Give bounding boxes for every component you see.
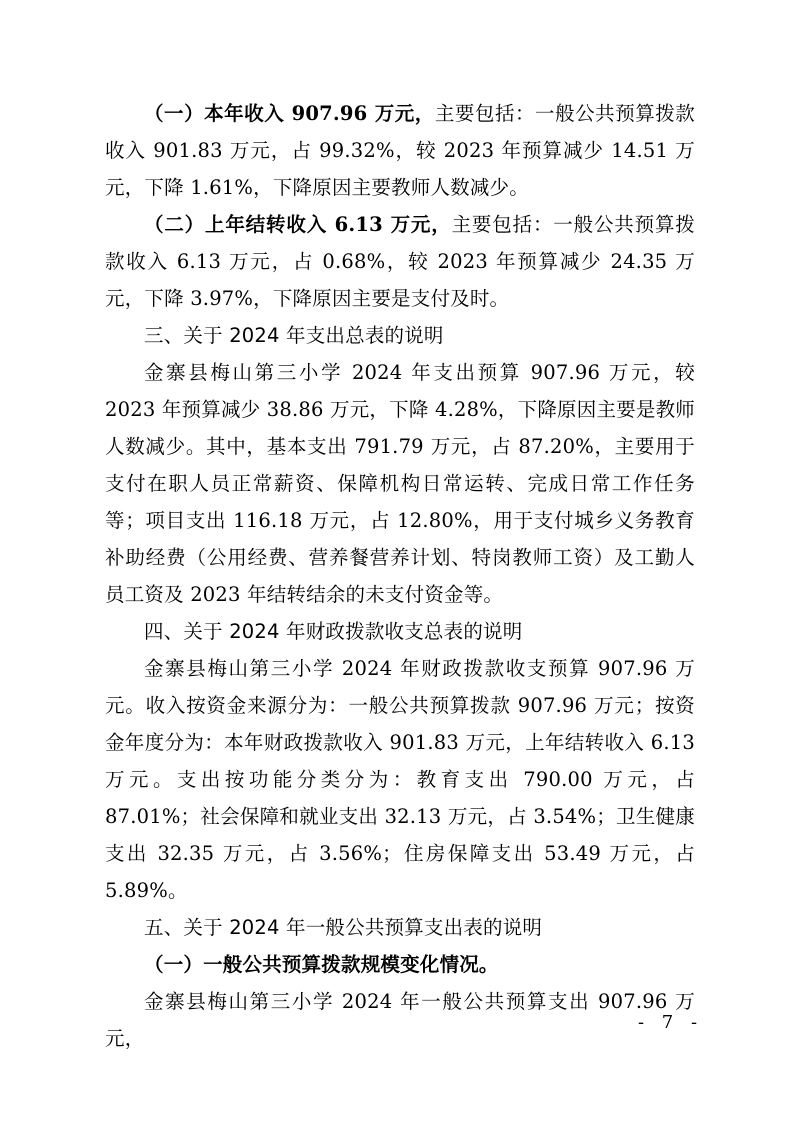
paragraph-fiscal-appropriation: 金寨县梅山第三小学 2024 年财政拨款收支预算 907.96 万元。收入按资金来源分为：一般公共预算拨款 907.96 万元；按资金年度分为：本年财政拨款收入 901.83 万元，上年结转收入 6.13 万元。支出按功能分类分为：教育支出 790.00 万元，占 87.01%；社会保障和就业支出 32.13 万元，占 3.54%；卫生健康支出 32.35 万元，占 3.56%；住房保障支出 53.49 万元，占 5.89%。 <box>105 657 695 902</box>
paragraph-lead: （一）本年收入 907.96 万元， <box>144 102 435 125</box>
paragraph-lead: （二）上年结转收入 6.13 万元， <box>144 213 452 236</box>
paragraph-text: 主要包括：一般公共预算拨款收入 6.13 万元，占 0.68%，较 2023 年预算减少 24.35 万元，下降 3.97%，下降原因主要是支付及时。 <box>105 213 695 310</box>
subsection-heading-budget-scale: （一）一般公共预算拨款规模变化情况。 <box>144 953 499 976</box>
document-body <box>105 95 695 1057</box>
paragraph-text: 主要包括：一般公共预算拨款收入 901.83 万元，占 99.32%，较 2023 年预算减少 14.51 万元，下降 1.61%，下降原因主要教师人数减少。 <box>105 102 695 199</box>
paragraph-current-year-income <box>105 95 695 206</box>
section-heading-general-budget: 五、关于 2024 年一般公共预算支出表的说明 <box>144 916 543 939</box>
paragraph-carryover-income <box>105 206 695 317</box>
paragraph-expenditure: 金寨县梅山第三小学 2024 年支出预算 907.96 万元，较 2023 年预算减少 38.86 万元，下降 4.28%，下降原因主要是教师人数减少。其中，基本支出 791.79 万元，占 87.20%，主要用于支付在职人员正常薪资、保障机构日常运转、完成日常工作任务等；项目支出 116.18 万元，占 12.80%，用于支付城乡义务教育补助经费（公用经费、营养餐营养计划、特岗教师工资）及工勤人员工资及 2023 年结转结余的未支付资金等。 <box>105 361 695 606</box>
section-heading-fiscal-appropriation: 四、关于 2024 年财政拨款收支总表的说明 <box>144 620 523 643</box>
paragraph-general-budget: 金寨县梅山第三小学 2024 年一般公共预算支出 907.96 万元， <box>105 990 695 1050</box>
section-heading-expenditure: 三、关于 2024 年支出总表的说明 <box>144 324 444 347</box>
page-number: - 7 - <box>638 1012 704 1033</box>
